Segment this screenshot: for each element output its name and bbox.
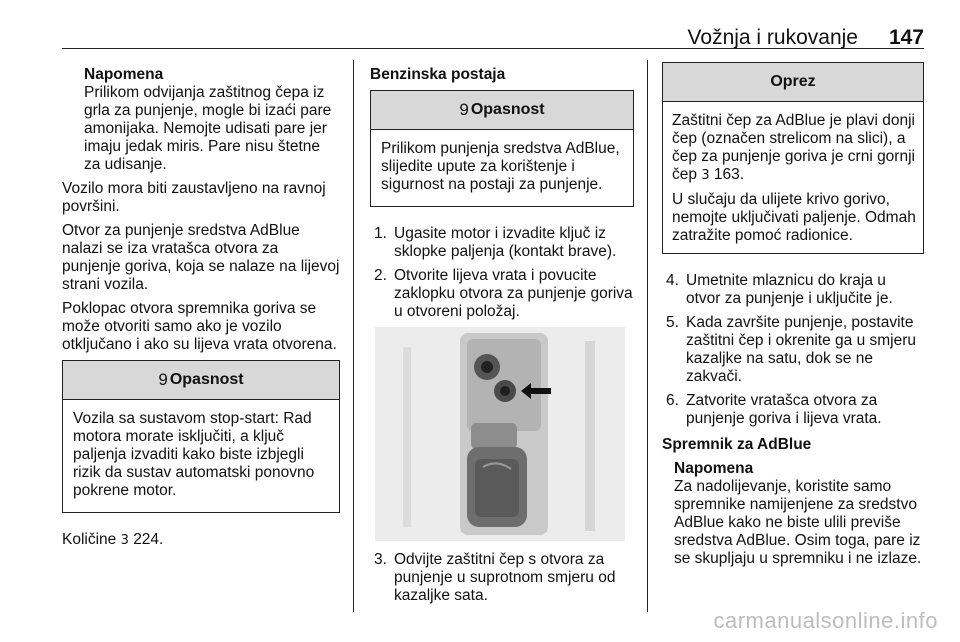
warning-icon: 9 (459, 100, 469, 119)
caution-text: U slučaju da ulijete krivo gorivo, nemojte uključivati paljenje. Odmah zatražite pomoć radionice. (672, 191, 916, 244)
step-text: Ugasite motor i izvadite ključ iz sklopke paljenja (kontakt brave). (394, 225, 617, 260)
step-number: 1. (374, 225, 387, 242)
step-number: 3. (374, 551, 387, 568)
reference-arrow-icon: 3 (701, 168, 710, 183)
list-item (662, 272, 924, 308)
step-text: Otvorite lijeva vrata i povucite zaklopku otvora za punjenje goriva u otvoreni položaj. (394, 267, 633, 320)
list-item (662, 392, 924, 428)
step-number: 2. (374, 267, 387, 284)
paragraph: Vozilo mora biti zaustavljeno na ravnoj površini. (62, 180, 326, 215)
danger-title: Opasnost (470, 101, 545, 118)
danger-text: Prilikom punjenja sredstva AdBlue, slijedite upute za korištenje i sigurnost na postaji za punjenje. (381, 140, 620, 193)
ref-page: 163. (713, 166, 745, 183)
column-3 (662, 66, 924, 574)
step-text: Zatvorite vratašca otvora za punjenje goriva i lijeva vrata. (686, 392, 882, 427)
step-number: 4. (666, 272, 679, 289)
danger-box (62, 360, 340, 513)
cross-reference (62, 531, 340, 550)
step-text: Kada završite punjenje, postavite zaštitni čep i okrenite ga u smjeru kazaljke na satu, dok se ne zakvači. (686, 314, 917, 385)
list-item (370, 225, 634, 261)
note-box (62, 66, 340, 174)
steps-list (662, 272, 924, 428)
danger-text: Vozila sa sustavom stop-start: Rad motora morate isključiti, a ključ paljenja izvaditi kako biste izbjegli rizik da sustav automatski ponovno pokrene motor. (73, 410, 315, 499)
list-item (370, 267, 634, 321)
ref-label: Količine (62, 531, 117, 548)
step-number: 6. (666, 392, 679, 409)
column-2 (370, 66, 634, 611)
note-box (662, 460, 924, 568)
watermark: carmanualsonline.info (713, 608, 938, 633)
fuel-filler-photo (375, 327, 625, 541)
page-number: 147 (888, 26, 924, 49)
page-header-title: Vožnja i rukovanje (687, 26, 858, 49)
column-divider-1 (353, 60, 354, 612)
note-title: Napomena (674, 460, 754, 477)
caution-box-body (663, 102, 923, 253)
step-text: Odvijte zaštitni čep s otvora za punjenje u suprotnom smjeru od kazaljke sata. (394, 551, 616, 604)
paragraph: Poklopac otvora spremnika goriva se može otvoriti samo ako je vozilo otključano i ako su lijeva vrata otvorena. (62, 300, 337, 353)
danger-box (370, 90, 634, 207)
steps-list (370, 225, 634, 321)
warning-icon: 9 (158, 370, 168, 389)
note-title: Napomena (84, 66, 164, 83)
step-text: Umetnite mlaznicu do kraja u otvor za punjenje i uključite je. (686, 272, 893, 307)
danger-box-header (371, 91, 633, 130)
danger-box-body (371, 130, 633, 206)
ref-page: 224. (133, 531, 164, 548)
caution-text (672, 112, 917, 185)
list-item (370, 551, 634, 605)
note-text: Za nadolijevanje, koristite samo spremnike namijenjene za sredstvo AdBlue kako ne biste ulili previše sredstva AdBlue. Osim toga, pare iz se skupljaju u spremniku i ne izlaze. (674, 478, 922, 567)
section-heading: Benzinska postaja (370, 66, 506, 83)
step-number: 5. (666, 314, 679, 331)
header-divider (62, 48, 924, 49)
danger-title: Opasnost (169, 371, 244, 388)
paragraph: Otvor za punjenje sredstva AdBlue nalazi se iza vratašca otvora za punjenje goriva, koja se nalaze na lijevoj strani vozila. (62, 222, 340, 293)
note-text: Prilikom odvijanja zaštitnog čepa iz grla za punjenje, mogle bi izaći pare amonijaka. Nemojte udisati pare jer imaju jedak miris. Pare nisu štetne za udisanje. (84, 84, 332, 173)
reference-arrow-icon: 3 (120, 533, 129, 548)
column-divider-2 (647, 60, 648, 612)
caution-title: Oprez (770, 73, 816, 90)
danger-box-body (63, 400, 339, 512)
danger-box-header (63, 361, 339, 400)
caution-box-header (663, 63, 923, 102)
caution-text-main: Zaštitni čep za AdBlue je plavi donji čep (označen strelicom na slici), a čep za punjenje goriva je crni gornji čep (672, 112, 915, 183)
steps-list (370, 551, 634, 605)
caution-box (662, 62, 924, 254)
section-heading: Spremnik za AdBlue (662, 436, 812, 453)
list-item (662, 314, 924, 386)
column-1 (62, 66, 340, 556)
fuel-filler-illustration (375, 327, 625, 541)
